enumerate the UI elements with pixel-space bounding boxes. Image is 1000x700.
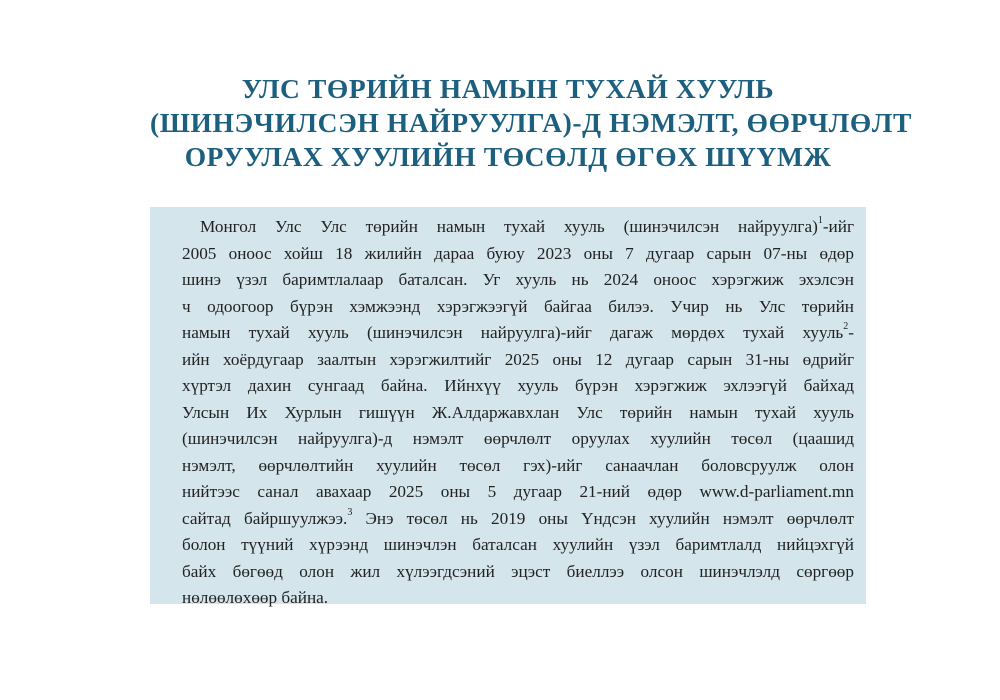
summary-box (150, 207, 866, 607)
body-line: ч одоогоор бүрэн хэмжээнд хэрэгжээгүй байгаа билээ. Учир нь Улс төрийн (182, 296, 854, 316)
body-line (182, 320, 854, 347)
footnote-ref[interactable]: 1 (817, 215, 823, 227)
document-title (150, 72, 912, 174)
body-line: нөлөөлөхөөр байна. (182, 588, 329, 607)
body-text: -ийг (822, 217, 854, 236)
body-text: намын тухай хууль (шинэчилсэн найруулга)-ийг дагаж мөрдөх тухай хууль (182, 323, 844, 342)
footnote-ref[interactable]: 3 (347, 506, 353, 518)
body-text: Монгол Улс Улс төрийн намын тухай хууль (шинэчилсэн найруулга) (200, 217, 818, 236)
body-line: хүртэл дахин сунгаад байна. Ийнхүү хууль бүрэн хэрэгжиж эхлээгүй байхад (182, 376, 854, 395)
body-line (182, 506, 854, 533)
body-line: нийтээс санал авахаар 2025 оны 5 дугаар 21-ний өдөр www.d-parliament.mn (182, 482, 854, 501)
body-line: болон түүний хүрээнд шинэчлэн баталсан хуулийн үзэл баримтлалд нийцэхгүй (182, 535, 854, 554)
body-text: Энэ төсөл нь 2019 оны Үндсэн хуулийн нэмэлт өөрчлөлт (352, 508, 854, 528)
footnote-ref[interactable]: 2 (843, 321, 849, 333)
body-paragraph (182, 214, 854, 612)
title-line: УЛС ТӨРИЙН НАМЫН ТУХАЙ ХУУЛЬ (241, 73, 775, 104)
body-line (182, 214, 854, 241)
body-line: Улсын Их Хурлын гишүүн Ж.Алдаржавхлан Улс төрийн намын тухай хууль (182, 402, 854, 422)
body-line: байх бөгөөд олон жил хүлээгдсэний эцэст биеллээ олсон шинэчлэлд сөргөөр (182, 561, 854, 581)
title-line: (ШИНЭЧИЛСЭН НАЙРУУЛГА)-Д НЭМЭЛТ, ӨӨРЧЛӨЛТ (150, 107, 912, 138)
title-line: ОРУУЛАХ ХУУЛИЙН ТӨСӨЛД ӨГӨХ ШҮҮМЖ (184, 141, 832, 172)
body-text: сайтад байршуулжээ. (182, 508, 348, 528)
body-line: шинэ үзэл баримтлалаар баталсан. Уг хууль нь 2024 оноос хэрэгжиж эхэлсэн (182, 270, 854, 289)
body-line: 2005 оноос хойш 18 жилийн дараа буюу 2023 оны 7 дугаар сарын 07-ны өдөр (182, 243, 854, 263)
body-line: (шинэчилсэн найруулга)-д нэмэлт өөрчлөлт оруулах хуулийн төсөл (цаашид (182, 429, 854, 448)
body-line: нэмэлт, өөрчлөлтийн хуулийн төсөл гэх)-ийг санаачлан боловсруулж олон (182, 455, 854, 475)
body-line: ийн хоёрдугаар заалтын хэрэгжилтийг 2025 оны 12 дугаар сарын 31-ны өдрийг (182, 349, 854, 369)
body-text: - (848, 323, 854, 342)
